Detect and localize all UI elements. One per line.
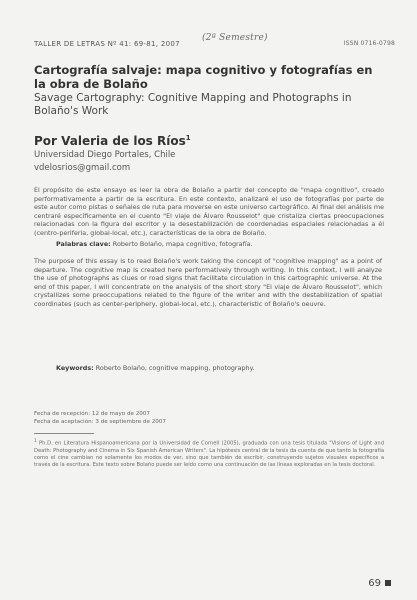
author-name: Por Valeria de los Ríos — [34, 134, 186, 148]
author-line — [34, 134, 191, 148]
page-number — [368, 578, 391, 589]
keywords-spanish-list: Roberto Bolaño, mapa cognitivo, fotografía. — [112, 240, 253, 248]
running-header — [34, 33, 395, 56]
footnote — [34, 438, 384, 470]
abstract-english: The purpose of this essay is to read Bolaño's work taking the concept of "cognitive mapping" as a point of departure. The cognitive map is created here performatively through writing. In this context, I will analyze the use of photographs as clues or road signs that facilitate circulation in this cartographic universe. At the end of this paper, I will concentrate on the analysis of the short story "El viaje de Álvaro Rousselot", which crystallizes some preoccupations related to the figure of the writer and with the destabilization of spatial coordinates (such as center-periphery, global-local, etc.), characteristic of Bolaño's oeuvre. — [34, 257, 382, 308]
keywords-english-list: Roberto Bolaño, cognitive mapping, photography. — [95, 364, 255, 372]
article-title-english: Savage Cartography: Cognitive Mapping and Photographs in Bolaño's Work — [34, 92, 352, 117]
journal-citation: TALLER DE LETRAS Nº 41: 69-81, 2007 — [34, 40, 180, 48]
page-number-value: 69 — [368, 578, 381, 589]
keywords-spanish-label: Palabras clave: — [56, 240, 111, 248]
keywords-english — [56, 364, 255, 373]
publication-dates — [34, 410, 166, 426]
keywords-english-label: Keywords: — [56, 364, 94, 372]
handwritten-note: ( 2ª Semestre ) — [202, 33, 268, 43]
abstract-spanish: El propósito de este ensayo es leer la obra de Bolaño a partir del concepto de "mapa cognitivo", creado performativamente a partir de la escritura. En este contexto, analizaré el uso de fotografías por parte de este autor como pistas o señales de ruta para moverse en este universo cartográfico. Al final del análisis me centraré específicamente en el cuento "El viaje de Álvaro Rousselot" que cristaliza ciertas preocupaciones relacionadas con la figura del escritor y la desestabilización de coordenadas espaciales relacionadas a él (centro-periferia, global-local, etc.), características de la obra de Bolaño. — [34, 186, 384, 237]
keywords-spanish — [56, 240, 253, 249]
page-marker-square — [385, 580, 391, 586]
author-email: vdelosrios@gmail.com — [34, 163, 131, 173]
date-received: Fecha de recepción: 12 de mayo de 2007 — [34, 411, 150, 417]
date-accepted: Fecha de aceptación: 3 de septiembre de 2007 — [34, 419, 166, 425]
footnote-mark: 1 — [34, 439, 37, 444]
footnote-divider — [34, 433, 94, 434]
author-footnote-mark: 1 — [185, 134, 191, 142]
author-affiliation: Universidad Diego Portales, Chile — [34, 150, 176, 160]
footnote-text: Ph.D. en Literatura Hispanoamericana por la Universidad de Cornell (2005), graduada con una tesis titulada "Visions of Light and Death: Photography and Cinema in Six Spanish American Writers". La hipótesis central de la tesis da cuenta de que tanto la fotografía como el cine cambian no solamente los modos de ver, sino que también de escribir, construyendo sujetos visuales específicos a través de la escritura. Este texto sobre Bolaño puede ser leído como una continuación de las líneas exploradas en la tesis doctoral. — [34, 440, 384, 469]
issn-number: ISSN 0716-0798 — [343, 40, 395, 47]
article-title-spanish: Cartografía salvaje: mapa cognitivo y fotografías en la obra de Bolaño — [34, 63, 373, 91]
